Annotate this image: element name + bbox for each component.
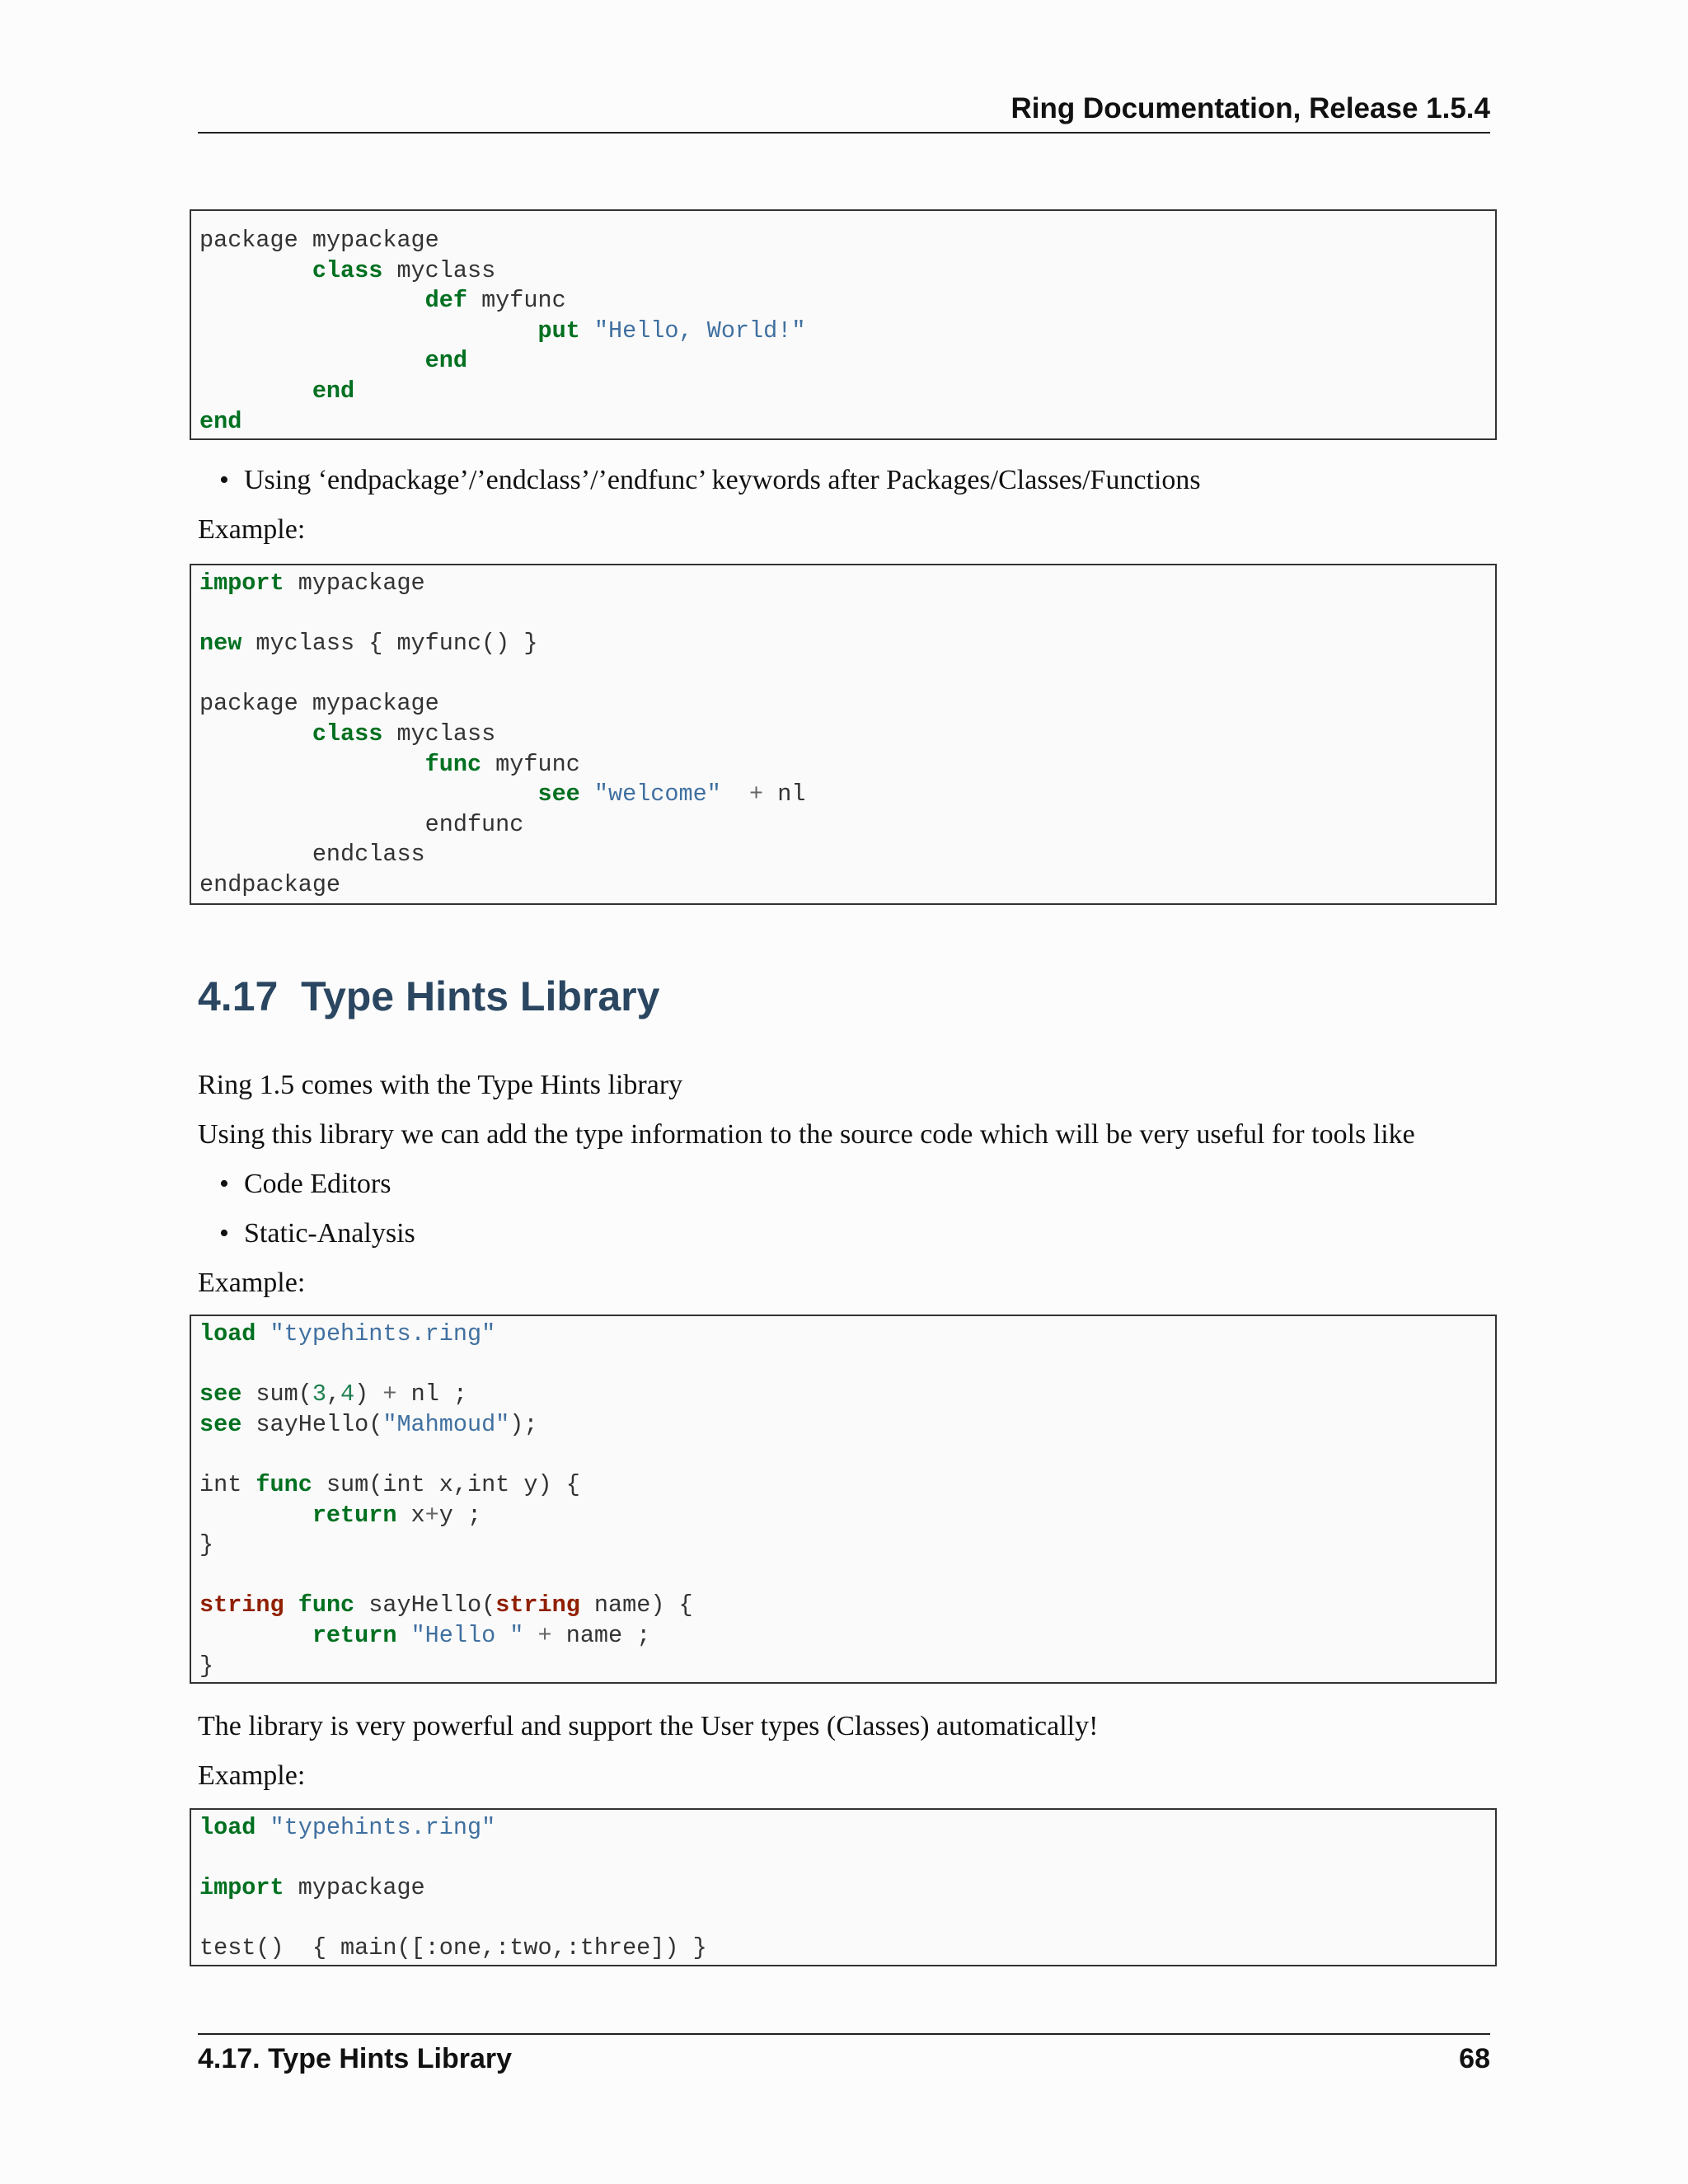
code-line xyxy=(199,870,1495,901)
code-token: int xyxy=(199,1470,256,1498)
code-line xyxy=(199,719,1495,750)
code-token: "Hello " xyxy=(410,1621,524,1649)
code-token: see xyxy=(537,780,580,808)
code-line xyxy=(199,1591,1495,1621)
paragraph-intro: Ring 1.5 comes with the Type Hints library xyxy=(198,1070,683,1100)
code-token: import xyxy=(199,569,284,597)
code-token xyxy=(199,347,425,374)
code-token: ) xyxy=(354,1380,383,1408)
code-token: myclass xyxy=(382,719,496,748)
code-token: "typehints.ring" xyxy=(270,1814,496,1841)
code-token: see xyxy=(199,1410,242,1438)
code-token: "Hello, World!" xyxy=(593,316,806,344)
bullet-code-editors: • Code Editors xyxy=(244,1169,391,1200)
code-token: import xyxy=(199,1874,284,1902)
code-line xyxy=(199,780,1495,810)
code-token: end xyxy=(424,347,467,375)
page-header xyxy=(198,92,1490,134)
code-token: + xyxy=(382,1380,397,1408)
code-token: end xyxy=(312,377,355,405)
code-token xyxy=(284,1591,298,1619)
code-token: myclass xyxy=(382,256,496,284)
code-line xyxy=(199,1621,1495,1652)
section-title: Type Hints Library xyxy=(301,973,660,1019)
example-label: Example: xyxy=(198,514,306,545)
code-token: see xyxy=(199,1380,242,1408)
code-line xyxy=(199,1501,1495,1531)
code-token xyxy=(199,377,312,405)
code-token xyxy=(580,317,594,344)
code-token: nl ; xyxy=(396,1380,467,1408)
code-token: load xyxy=(199,1814,256,1841)
code-block-user-types xyxy=(190,1808,1497,1966)
code-token: x xyxy=(396,1501,425,1529)
code-line xyxy=(199,1844,1495,1874)
code-line xyxy=(199,810,1495,841)
code-token xyxy=(580,780,594,808)
code-line xyxy=(199,316,1495,347)
code-token xyxy=(199,1622,312,1649)
code-line xyxy=(199,1350,1495,1380)
code-token: myclass { myfunc() } xyxy=(241,630,538,658)
code-token: func xyxy=(298,1591,355,1619)
code-line xyxy=(199,1904,1495,1934)
code-token: endfunc xyxy=(199,810,524,838)
code-token: test() { main([:one,:two,:three]) } xyxy=(199,1934,707,1962)
code-token: + xyxy=(749,780,764,808)
code-token: 3 xyxy=(312,1380,326,1408)
code-line xyxy=(199,629,1495,659)
code-token: sayHello( xyxy=(241,1410,383,1438)
code-token: name) { xyxy=(579,1591,693,1619)
code-line xyxy=(199,1652,1495,1682)
code-token: , xyxy=(326,1380,341,1408)
code-token: name ; xyxy=(551,1621,651,1649)
code-token: def xyxy=(424,287,467,315)
section-heading xyxy=(198,972,659,1020)
code-token: y ; xyxy=(438,1501,482,1529)
code-token: return xyxy=(312,1501,397,1529)
code-token: 4 xyxy=(340,1380,355,1408)
code-token: myfunc xyxy=(481,750,580,778)
code-line xyxy=(199,1440,1495,1470)
code-token: func xyxy=(424,750,482,778)
code-token xyxy=(199,317,537,344)
code-token: myfunc xyxy=(467,287,566,315)
code-token: string xyxy=(495,1591,580,1619)
code-token: new xyxy=(199,630,242,658)
code-token: + xyxy=(424,1501,439,1529)
code-line xyxy=(199,407,1495,438)
code-token: string xyxy=(199,1591,284,1619)
code-line xyxy=(199,377,1495,407)
code-token: put xyxy=(537,316,580,344)
code-line xyxy=(199,1380,1495,1410)
code-token xyxy=(199,257,312,284)
paragraph-usage: Using this library we can add the type information to the source code which will be very useful for tools like xyxy=(198,1119,1415,1150)
code-token xyxy=(256,1320,270,1347)
code-token xyxy=(199,1502,312,1529)
page-footer xyxy=(198,2033,1490,2074)
example-label: Example: xyxy=(198,1760,306,1791)
code-line xyxy=(199,1410,1495,1441)
code-line xyxy=(199,256,1495,287)
document-title: Ring Documentation, Release 1.5.4 xyxy=(1010,92,1490,124)
code-line xyxy=(199,1873,1495,1904)
code-token: mypackage xyxy=(284,1874,425,1902)
code-token: } xyxy=(199,1531,214,1559)
bullet-static-analysis: • Static-Analysis xyxy=(244,1218,415,1249)
code-line xyxy=(199,599,1495,630)
code-token: "typehints.ring" xyxy=(270,1320,496,1347)
code-token xyxy=(199,780,537,808)
code-line xyxy=(199,346,1495,377)
code-line xyxy=(199,1319,1495,1350)
code-block-typehints xyxy=(190,1315,1497,1684)
code-token: sum(int x,int y) { xyxy=(312,1470,580,1498)
code-line xyxy=(199,750,1495,780)
code-token xyxy=(199,287,425,314)
code-token: mypackage xyxy=(284,569,425,597)
code-line xyxy=(199,840,1495,870)
code-token: class xyxy=(312,719,383,748)
code-token xyxy=(199,751,425,778)
code-token xyxy=(199,720,312,748)
code-token: func xyxy=(256,1470,312,1498)
paragraph-user-types: The library is very powerful and support the User types (Classes) automatically! xyxy=(198,1711,1099,1741)
code-line xyxy=(199,569,1495,599)
code-token: package mypackage xyxy=(199,227,439,254)
code-token: + xyxy=(537,1621,552,1649)
footer-section: 4.17. Type Hints Library xyxy=(198,2043,513,2074)
code-token: sum( xyxy=(241,1380,312,1408)
code-token: "welcome" xyxy=(593,780,721,808)
code-token: return xyxy=(312,1621,397,1649)
bullet-endpackage: • Using ‘endpackage’/’endclass’/’endfunc’ keywords after Packages/Classes/Functions xyxy=(244,465,1201,496)
code-token: end xyxy=(199,407,242,435)
code-token: "Mahmoud" xyxy=(382,1410,510,1438)
page-number: 68 xyxy=(1459,2043,1490,2074)
code-line xyxy=(199,689,1495,719)
code-line xyxy=(199,1561,1495,1591)
code-token: sayHello( xyxy=(354,1591,496,1619)
code-line xyxy=(199,1470,1495,1501)
code-token: class xyxy=(312,256,383,284)
code-token xyxy=(721,780,749,808)
code-token: ); xyxy=(509,1410,538,1438)
code-block-endpackage xyxy=(190,564,1497,905)
code-token xyxy=(523,1622,537,1649)
code-line xyxy=(199,659,1495,690)
code-token: endpackage xyxy=(199,870,341,898)
code-token: endclass xyxy=(199,841,425,869)
code-token: package mypackage xyxy=(199,690,439,718)
code-line xyxy=(199,286,1495,316)
code-token: load xyxy=(199,1320,256,1347)
section-number: 4.17 xyxy=(198,973,279,1019)
code-block-package-end xyxy=(190,209,1497,440)
code-token: } xyxy=(199,1652,214,1680)
code-line xyxy=(199,1933,1495,1964)
code-line xyxy=(199,1530,1495,1561)
code-line xyxy=(199,1813,1495,1844)
code-token: nl xyxy=(763,780,806,808)
code-token xyxy=(256,1814,270,1841)
example-label: Example: xyxy=(198,1268,306,1298)
code-token xyxy=(396,1622,410,1649)
code-line xyxy=(199,226,1495,256)
